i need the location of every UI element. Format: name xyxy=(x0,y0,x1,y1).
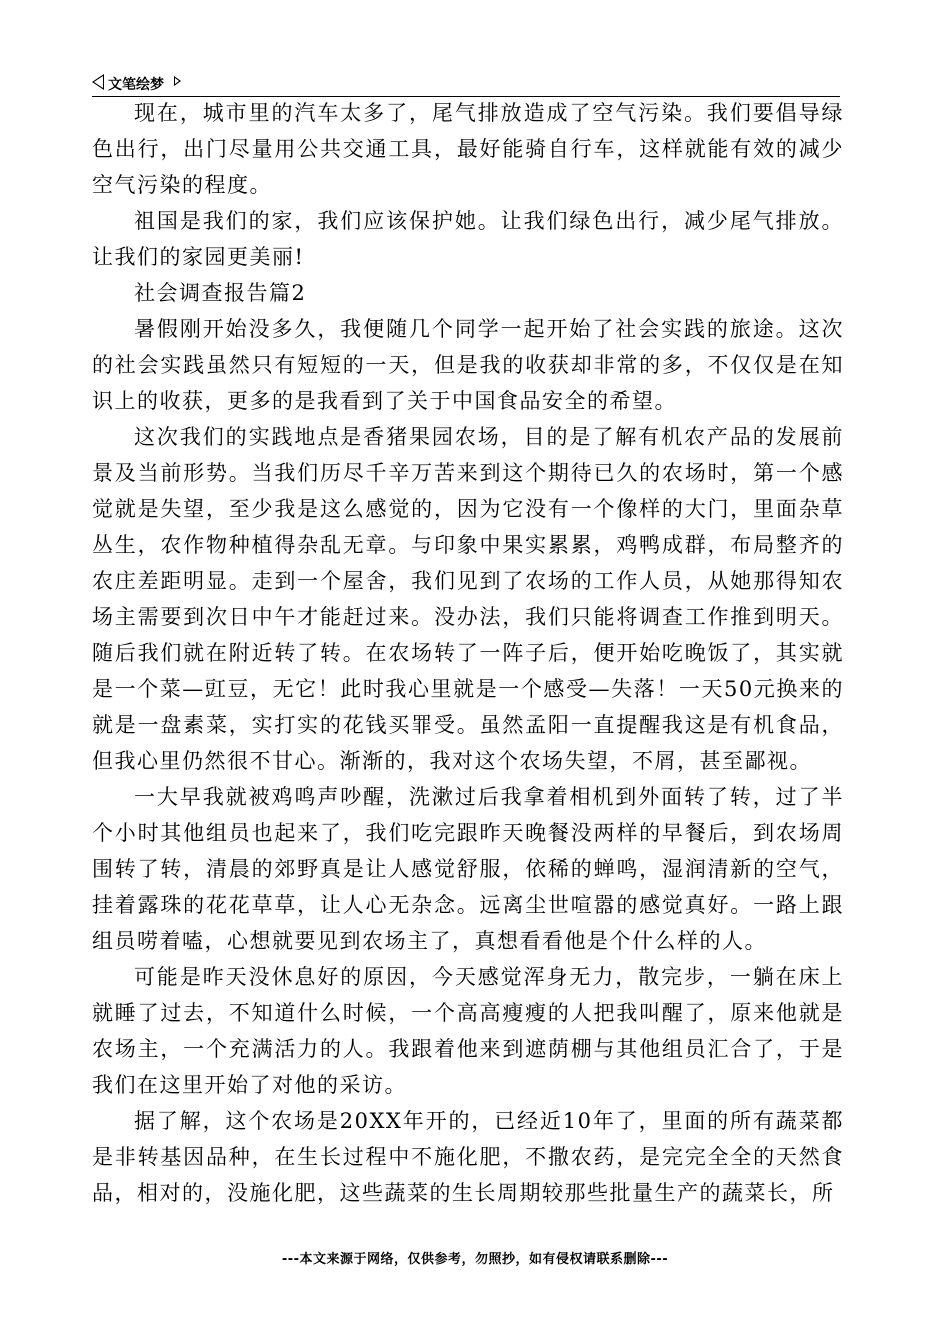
document-body xyxy=(92,95,844,1211)
triangle-right-icon xyxy=(174,76,181,86)
paragraph: 这次我们的实践地点是香猪果园农场，目的是了解有机农产品的发展前景及当前形势。当我们历尽千辛万苦来到这个期待已久的农场时，第一个感觉就是失望，至少我是这么感觉的，因为它没有一个像样的大门，里面杂草丛生，农作物种植得杂乱无章。与印象中果实累累，鸡鸭成群，布局整齐的农庄差距明显。走到一个屋舍，我们见到了农场的工作人员，从她那得知农场主需要到次日中午才能赶过来。没办法，我们只能将调查工作推到明天。随后我们就在附近转了转。在农场转了一阵子后，便开始吃晚饭了，其实就是一个菜—豇豆，无它！此时我心里就是一个感受—失落！一天50元换来的就是一盘素菜，实打实的花钱买罪受。虽然孟阳一直提醒我这是有机食品，但我心里仍然很不甘心。渐渐的，我对这个农场失望，不屑，甚至鄙视。 xyxy=(92,425,844,773)
paragraph: 现在，城市里的汽车太多了，尾气排放造成了空气污染。我们要倡导绿色出行，出门尽量用公共交通工具，最好能骑自行车，这样就能有效的减少空气污染的程度。 xyxy=(92,101,844,197)
paragraph: 祖国是我们的家，我们应该保护她。让我们绿色出行，减少尾气排放。让我们的家园更美丽! xyxy=(92,209,844,269)
paragraph: 可能是昨天没休息好的原因，今天感觉浑身无力，散完步，一躺在床上就睡了过去，不知道什么时候，一个高高瘦瘦的人把我叫醒了，原来他就是农场主，一个充满活力的人。我跟着他来到遮荫棚与其他组员汇合了，于是我们在这里开始了对他的采访。 xyxy=(92,965,844,1097)
paragraph: 一大早我就被鸡鸣声吵醒，洗漱过后我拿着相机到外面转了转，过了半个小时其他组员也起来了，我们吃完跟昨天晚餐没两样的早餐后，到农场周围转了转，清晨的郊野真是让人感觉舒服，依稀的蝉鸣，湿润清新的空气，挂着露珠的花花草草，让人心无杂念。远离尘世喧嚣的感觉真好。一路上跟组员唠着嗑，心想就要见到农场主了，真想看看他是个什么样的人。 xyxy=(92,785,844,953)
triangle-left-icon xyxy=(92,74,104,90)
section-heading: 社会调查报告篇2 xyxy=(134,281,307,305)
paragraph: 暑假刚开始没多久，我便随几个同学一起开始了社会实践的旅途。这次的社会实践虽然只有短短的一天，但是我的收获却非常的多，不仅仅是在知识上的收获，更多的是我看到了关于中国食品安全的希望。 xyxy=(92,317,844,413)
page-header xyxy=(92,74,840,97)
header-title: 文笔绘梦 xyxy=(108,77,164,93)
page-footer: ---本文来源于网络，仅供参考，勿照抄，如有侵权请联系删除--- xyxy=(281,1252,669,1267)
paragraph: 据了解，这个农场是20XX年开的，已经近10年了，里面的所有蔬菜都是非转基因品种，在生长过程中不施化肥，不撒农药，是完完全全的天然食品，相对的，没施化肥，这些蔬菜的生长周期较那些批量生产的蔬菜长，所 xyxy=(92,1109,844,1205)
